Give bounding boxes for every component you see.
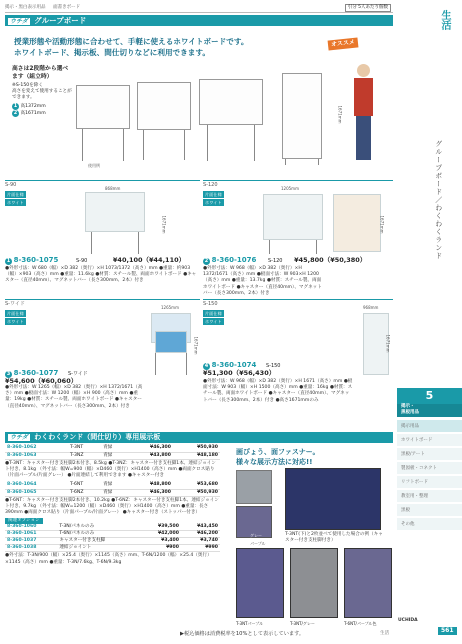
side-chapter-num: 5 [397,388,462,404]
product-price: ¥46,300 [126,489,173,496]
footer-note: ▶税込価格は消費税率を10%として表示しています。 [180,631,305,637]
side-category: 生活 [439,10,450,30]
table-row [5,482,220,489]
waku-title-bar [5,432,393,443]
board-legs-2 [143,130,185,160]
product-legs-s90 [91,232,139,254]
product-code: 8-360-1075 [13,256,59,264]
brand-logo: ウチダ [10,18,28,25]
product-image-s120 [263,194,323,240]
footer-page-label: 生活 [380,631,390,636]
product-price-tax: ¥53,680 [173,482,220,489]
num-3-icon: 3 [6,371,11,377]
tag-single: 片面仕様 [7,311,24,316]
board-legs-1 [82,129,124,161]
height-note [12,66,72,118]
num-2-icon: 2 [13,110,18,117]
product-price-tax: ¥46,200 [181,531,220,538]
divider [5,299,200,300]
waku-panel-purple-2 [344,548,392,618]
osusume-badge: オススメ [328,37,359,50]
waku-panel-gray [290,548,338,618]
product-code: 8-360-1076 [211,256,257,264]
product-section-swide [5,301,200,431]
product-price: ¥54,600 [5,377,35,385]
dim-height: 1671mm [161,215,167,234]
height-note-desc: 高さを変えて使用することができます。 [12,88,72,100]
product-price: ¥48,800 [126,482,173,489]
tag-single: 片面仕様 [205,192,222,197]
product-code: 8-360-1074 [211,361,257,369]
board-legs-4 [285,159,319,165]
product-model: S-150 [265,363,281,369]
height-high: 2 高1671mm [13,110,46,117]
product-price-tax: ¥3,740 [181,538,220,545]
dim-height: 1671mm [379,215,385,234]
side-menu-item[interactable]: 黒板/アート [397,448,462,461]
num-1-icon: 1 [6,258,11,264]
product-price-tax: （¥60,060） [34,377,78,385]
product-price-tax: ¥50,930 [173,489,220,496]
waku-table-1 [5,445,220,460]
board-image-1 [76,85,130,129]
product-model: T-6NT [68,482,101,489]
dim-height: 1671mm [385,334,391,353]
dim-width: 1205mm [281,186,299,191]
child-image [348,60,378,165]
product-color: 青緑 [101,445,126,452]
product-code: 8-360-1064 [5,482,68,489]
top-header [5,4,393,13]
product-model: S-ワイド [67,371,88,377]
waku-tagline [236,448,366,468]
product-section-s120 [203,182,393,312]
product-price: ¥900 [142,545,181,552]
dim-width: 1265mm [161,305,179,310]
waku-tagline-1: 画びょう、面ファスナー。 [236,448,320,456]
waku-panel-purple [236,548,284,618]
tag-single: 片面仕様 [7,192,24,197]
product-code: 8-360-1061 [5,531,57,538]
side-menu-item[interactable]: リフトボード [397,476,462,489]
page-number: 561 [438,627,457,635]
product-model: T-3NZ [68,452,101,459]
product-code: 8-360-1065 [5,489,68,496]
side-vertical-title: グループボード／わくわくランド [434,140,443,260]
headline [14,36,304,58]
waku-group1-note: ●T-3NT：キャスター付き支柱脚2本付き、8.5kg ●T-3NZ：キャスター付き支柱脚1本、連結ジョイント付き、8.1kg （外寸法：幅W=900（幅）×D460（奥行）×H1400（高さ）mm ●両面クロス貼り（片面パープル/片面グレー） ●片面連結して利用できます ●キャスター付き [5,460,216,478]
product-code: 8-360-1060 [5,524,57,531]
tag-white: ホワイト [7,200,24,205]
product-image-swide-map [155,331,187,353]
table-row [5,538,220,545]
waku-acc-title: 関連オプション [5,518,43,524]
tag-white: ホワイト [205,319,222,324]
waku-photo-caption: T-3NT(下)と2枚並べて使用した場合の例（キャスター付き支柱脚付き） [285,532,383,544]
product-model: キャスター付き支柱脚 [57,538,135,545]
product-spec: ●外形寸法：W 680（幅）×D 382（奥行）×H 1073/1372（高さ）mm ●重量：約903（幅）×903（高さ）mm ●重量：11.6kg ●材質：スチール製、両面ホワイトボード ●キャスター（直径40mm）、マグネットバー（長さ300mm、2本）付き [5,266,197,284]
product-price: ¥43,800 [126,452,173,459]
dim-width: 868mm [105,186,121,191]
breadcrumb-1: 掲示・黒白表示用品 [5,5,46,10]
product-price-tax: （¥50,380） [323,256,367,264]
dim-height: 1671mm [193,336,199,355]
product-color: 青緑 [101,452,126,459]
product-section-label: S-150 [203,301,218,307]
product-model: T-3NT [68,445,101,452]
product-model: T-6N/パネルのみ [57,531,135,538]
product-image-s120-usage [333,194,381,252]
product-spec: ●外形寸法：W 968（幅）×D 382（奥行）×H 1372/1671（高さ）mm ●板面寸法：W 903×H 1200（高さ）mm ●重量：13.7kg ●材質：スチール製、両面ホワイトボード ●キャスター（直径40mm）、マグネットバー（長さ300mm、2本）付き [203,266,322,296]
tag-white: ホワイト [205,200,222,205]
waku-label-2: T-3NT/グレー [290,621,315,626]
product-code: 8-360-1062 [5,445,68,452]
product-section-label: S-ワイド [5,301,25,307]
product-spec: ●外形寸法：W 1265（幅）×D 382（奥行）×H 1372/1671（高さ）mm ●板面寸法：W 1200（幅）×H 900（高さ）mm ●重量：19kg ●材質：スチール製、両面ホワイトボード ●キャスター（直径40mm）、マグネットバー（長さ300mm、2本）付き [5,385,143,409]
waku-title: わくわくランド（間仕切り）専用展示板 [34,433,161,441]
table-row [5,531,220,538]
section-title-bar [5,15,393,26]
divider [203,299,393,300]
table-row [5,524,220,531]
waku-photo-main [285,468,381,530]
side-menu-item[interactable]: その他 [397,518,462,531]
product-price: ¥51,300 [203,369,233,377]
tag-white: ホワイト [7,319,24,324]
waku-gray-label: グレー [250,533,262,538]
product-price-row-2 [203,369,275,377]
product-price: ¥42,000 [142,531,181,538]
product-code: 8-360-1063 [5,452,68,459]
product-price: ¥39,500 [142,524,181,531]
table-row [5,545,220,552]
product-price: ¥40,100 [112,256,143,264]
waku-acc-note: ●外寸法：T-3N/900（幅）×25.4（奥行）×1145（高さ）mm、T-6N/1200（幅）×25.4（奥行）×1145（高さ）mm ●重量：T-3N/7.6kg、T-6N/9.3kg [5,553,212,565]
waku-group2-note: ●T-6NT：キャスター付き支柱脚2本付き、10.2kg ●T-6NZ：キャスター付き支柱脚1本、連結ジョイント付き、9.7kg （外寸法：幅W=1200（幅）×D460（奥行）×H1400（高さ）mm ●重量：長さ390mm ●両面クロス貼り（片面パープル/片面グレー） ●キャスター付き（ストッパー付き） [5,497,219,515]
divider [5,180,200,181]
side-menu-item[interactable]: 黒板 [397,504,462,517]
height-note-title: 高さは2段階から選べます（組立時） [12,66,69,80]
product-color: 青緑 [101,482,126,489]
product-image-s90 [85,192,145,232]
corner-badge: 引分 5人あたり個数 [345,4,391,12]
product-price-tax: （¥56,430） [232,369,276,377]
product-code: 8-360-1077 [13,369,59,377]
product-spec: ●外形寸法：W 968（幅）×D 382（奥行）×H 1671（高さ）mm ●板面寸法：W 903（幅）×H 1500（高さ）mm ●重量：16kg ●材質：スチール製、両面ホワイトボード ●キャスター（直径40mm）、マグネットバー（長さ300mm、2本）付き ●高さ1671mmのみ [203,379,353,403]
product-price: ¥45,800 [294,256,324,264]
waku-acc-table [5,524,220,553]
product-price-row [5,256,200,265]
product-model: T-6NZ [68,489,101,496]
product-price-row [203,256,393,265]
num-4-icon: 4 [204,363,209,369]
section-title: グループボード [34,16,87,25]
product-code: 8-360-1037 [5,538,57,545]
product-code: 8-360-1038 [5,545,57,552]
side-menu-item[interactable]: 掲示用品 [397,420,462,433]
product-section-s150 [203,301,393,431]
dim-width: 968mm [363,305,379,310]
product-price-tax: ¥48,180 [173,452,220,459]
height-low: 1 高1372mm [13,103,46,110]
board-image-3 [199,79,263,125]
waku-table-2 [5,482,220,497]
waku-brand-logo: ウチダ [10,434,28,441]
waku-photo-1 [236,470,272,504]
waku-label-1: T-3NTパープル [236,621,264,626]
side-brand: UCHIDA [398,618,418,623]
product-price-tax: ¥50,930 [173,445,220,452]
product-price-tax: ¥43,450 [181,524,220,531]
product-legs-s120 [269,240,317,254]
product-section-label: S-120 [203,182,218,188]
table-row [5,445,220,452]
product-price: ¥3,400 [142,538,181,545]
tag-single: 片面仕様 [205,311,222,316]
waku-tables [5,445,220,566]
product-section-label: S-90 [5,182,17,188]
board-image-2 [137,82,191,130]
waku-label-3: T-6NT/パープル色 [344,621,377,626]
caption-example: 使用例 [88,163,100,168]
board-legs-3 [207,125,255,161]
table-row [5,489,220,496]
product-price-tax: ¥990 [181,545,220,552]
table-row [5,452,220,459]
product-color: 青緑 [101,489,126,496]
height-note-sub: ※S-150を除く [12,82,43,88]
divider [203,180,393,181]
product-price: ¥46,300 [126,445,173,452]
product-model: S-90 [75,258,88,264]
num-1-icon: 1 [13,103,18,110]
waku-tagline-2: 様々な展示方法に対応!! [236,457,313,466]
headline-line-1: 授業形態や活動形態に合わせて、手軽に使えるホワイトボードです。 [14,37,249,46]
product-model: S-120 [267,258,283,264]
product-section-s90 [5,182,200,312]
board-image-4 [282,73,322,159]
product-price-row-2 [5,377,77,385]
dim-height-intro: 1671mm [337,105,343,124]
headline-line-2: ホワイトボード、掲示板、間仕切りなどに利用できます。 [14,48,210,57]
waku-purple-label: パープル [250,541,266,546]
product-model: T-3N/パネルのみ [57,524,135,531]
side-menu-item[interactable]: 教室用・整理 [397,490,462,503]
product-model: 連結ジョイント [57,545,135,552]
side-menu-item[interactable]: 製図板・コネクト [397,462,462,475]
side-menu-item[interactable]: ホワイトボード [397,434,462,447]
product-price-tax: （¥44,110） [142,256,186,264]
num-2-icon: 2 [204,258,209,264]
side-chapter-label: 掲示・ 黒板用品 [397,404,462,417]
breadcrumb-2: 面書きボード [53,5,81,10]
